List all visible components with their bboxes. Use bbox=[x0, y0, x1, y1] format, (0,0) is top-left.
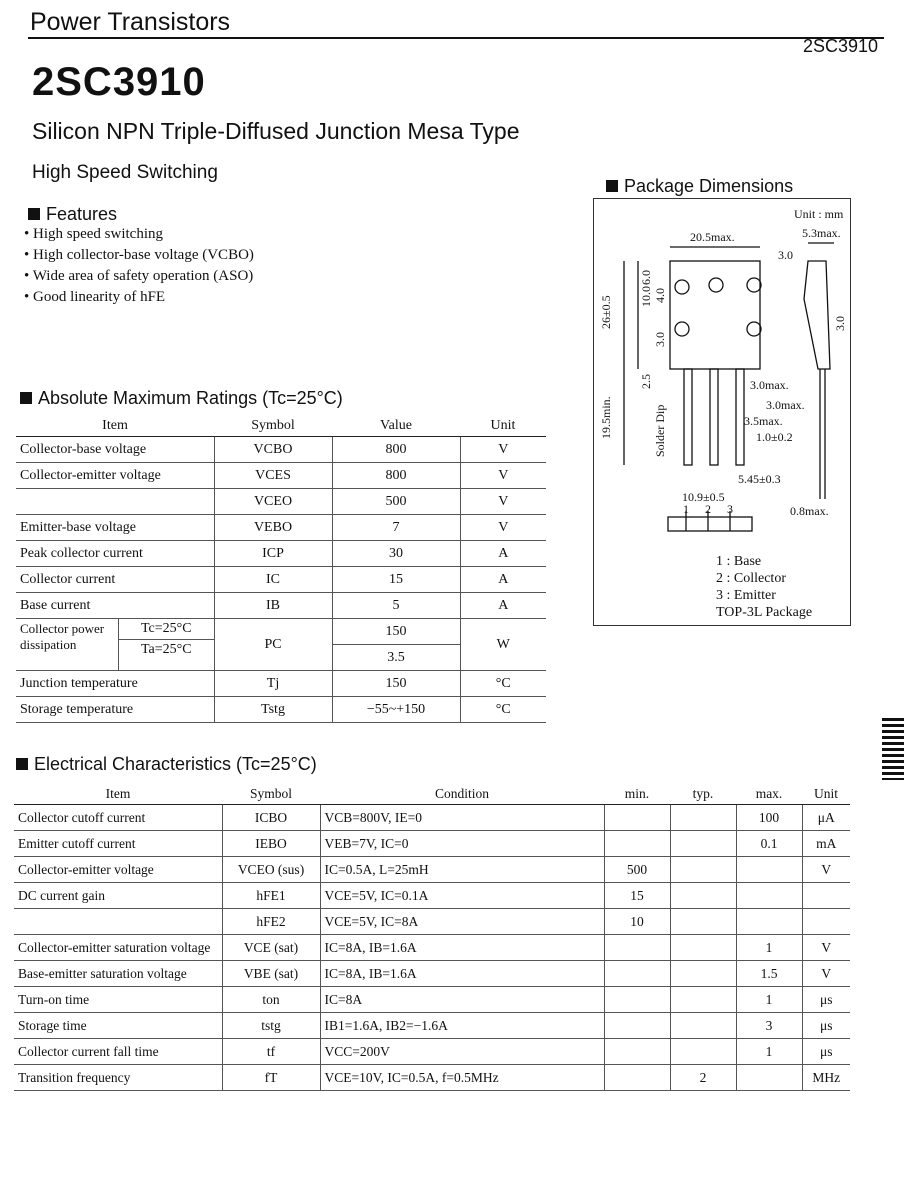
elec-table bbox=[14, 784, 850, 1091]
cell-unit: μs bbox=[802, 987, 850, 1013]
cell-unit: μs bbox=[802, 1039, 850, 1065]
table-row bbox=[14, 1065, 850, 1091]
cell-symbol: ICBO bbox=[222, 805, 320, 831]
table-row bbox=[16, 567, 546, 593]
pin-legend-item: 2 : Collector bbox=[716, 571, 786, 586]
cell-symbol: Tj bbox=[214, 671, 332, 697]
cell-symbol: ton bbox=[222, 987, 320, 1013]
cell-item bbox=[14, 909, 222, 935]
cell-symbol: VBE (sat) bbox=[222, 961, 320, 987]
cell-symbol: hFE1 bbox=[222, 883, 320, 909]
cell-unit bbox=[802, 909, 850, 935]
cell-value: 3.5 bbox=[332, 645, 460, 671]
cell-min: 500 bbox=[604, 857, 670, 883]
cell-condition: VCE=5V, IC=8A bbox=[320, 909, 604, 935]
col-header: Symbol bbox=[222, 784, 320, 805]
cell-item: Collector current bbox=[16, 567, 214, 593]
cell-max: 100 bbox=[736, 805, 802, 831]
cell-min bbox=[604, 1013, 670, 1039]
table-row bbox=[16, 489, 546, 515]
dim-l3b: 3.0max. bbox=[766, 398, 805, 412]
cell-unit: A bbox=[460, 567, 546, 593]
cell-symbol: fT bbox=[222, 1065, 320, 1091]
cell-item: Transition frequency bbox=[14, 1065, 222, 1091]
cell-max bbox=[736, 1065, 802, 1091]
dim-side-thickness: 3.0 bbox=[778, 248, 793, 262]
square-bullet-icon bbox=[606, 180, 618, 192]
col-header: max. bbox=[736, 784, 802, 805]
power-condition: Ta=25°C bbox=[140, 642, 192, 657]
cell-min bbox=[604, 805, 670, 831]
part-number: 2SC3910 bbox=[32, 60, 206, 104]
col-header: min. bbox=[604, 784, 670, 805]
cell-item: Base current bbox=[16, 593, 214, 619]
cell-unit: °C bbox=[460, 671, 546, 697]
cell-condition: VEB=7V, IC=0 bbox=[320, 831, 604, 857]
dim-d25: 2.5 bbox=[639, 374, 653, 389]
cell-value: 5 bbox=[332, 593, 460, 619]
cell-unit: V bbox=[802, 935, 850, 961]
cell-max: 3 bbox=[736, 1013, 802, 1039]
cell-item bbox=[16, 489, 214, 515]
cell-symbol: IB bbox=[214, 593, 332, 619]
cell-value: 150 bbox=[332, 671, 460, 697]
table-row bbox=[14, 883, 850, 909]
cell-unit bbox=[802, 883, 850, 909]
table-row bbox=[14, 987, 850, 1013]
cell-symbol: VCBO bbox=[214, 437, 332, 463]
cell-condition: IC=8A, IB=1.6A bbox=[320, 935, 604, 961]
cell-item: Collector current fall time bbox=[14, 1039, 222, 1065]
cell-symbol: VEBO bbox=[214, 515, 332, 541]
abs-max-table bbox=[16, 416, 546, 723]
cell-value: 150 bbox=[332, 619, 460, 645]
square-bullet-icon bbox=[20, 392, 32, 404]
cell-condition: VCE=10V, IC=0.5A, f=0.5MHz bbox=[320, 1065, 604, 1091]
header-title: Power Transistors bbox=[30, 8, 231, 36]
cell-min: 10 bbox=[604, 909, 670, 935]
table-row bbox=[16, 593, 546, 619]
dim-d6: 6.0 bbox=[639, 270, 653, 285]
cell-symbol: hFE2 bbox=[222, 909, 320, 935]
cell-unit: V bbox=[460, 489, 546, 515]
dim-d3a: 3.0 bbox=[653, 332, 667, 347]
header-rule bbox=[28, 37, 884, 39]
cell-max bbox=[736, 909, 802, 935]
feature-item: • Wide area of safety operation (ASO) bbox=[24, 268, 254, 285]
cell-item: DC current gain bbox=[14, 883, 222, 909]
cell-max: 1.5 bbox=[736, 961, 802, 987]
cell-min bbox=[604, 987, 670, 1013]
feature-item: • High speed switching bbox=[24, 226, 254, 243]
cell-unit: W bbox=[460, 619, 546, 671]
cell-symbol: VCEO bbox=[214, 489, 332, 515]
pin-1-label: 1 bbox=[683, 502, 689, 516]
dim-l1: 1.0±0.2 bbox=[756, 430, 793, 444]
table-row bbox=[14, 909, 850, 935]
cell-typ bbox=[670, 961, 736, 987]
abs-max-heading bbox=[20, 388, 343, 409]
device-subtitle: Silicon NPN Triple-Diffused Junction Mesa Type bbox=[32, 118, 520, 144]
header-part-number: 2SC3910 bbox=[802, 36, 878, 56]
table-row bbox=[16, 541, 546, 567]
cell-condition: IC=0.5A, L=25mH bbox=[320, 857, 604, 883]
table-row bbox=[16, 463, 546, 489]
table-row bbox=[16, 515, 546, 541]
table-row bbox=[14, 1013, 850, 1039]
power-condition: Tc=25°C bbox=[119, 619, 214, 640]
cell-unit: A bbox=[460, 541, 546, 567]
pin-2-label: 2 bbox=[705, 502, 711, 516]
col-header: Unit bbox=[802, 784, 850, 805]
cell-condition: IB1=1.6A, IB2=−1.6A bbox=[320, 1013, 604, 1039]
cell-min bbox=[604, 1039, 670, 1065]
cell-unit: V bbox=[460, 463, 546, 489]
col-header: Item bbox=[16, 416, 214, 437]
cell-condition: VCE=5V, IC=0.1A bbox=[320, 883, 604, 909]
feature-item: • Good linearity of hFE bbox=[24, 289, 254, 306]
cell-value: −55~+150 bbox=[332, 697, 460, 723]
cell-max: 0.1 bbox=[736, 831, 802, 857]
dim-width: 20.5max. bbox=[690, 230, 735, 244]
cell-typ bbox=[670, 1039, 736, 1065]
pin-legend bbox=[716, 553, 812, 621]
cell-unit: V bbox=[460, 437, 546, 463]
cell-item: Collector-emitter saturation voltage bbox=[14, 935, 222, 961]
features-list bbox=[24, 226, 254, 310]
dim-span: 10.9±0.5 bbox=[682, 490, 725, 504]
cell-unit: μA bbox=[802, 805, 850, 831]
elec-heading bbox=[16, 754, 317, 775]
cell-unit: μs bbox=[802, 1013, 850, 1039]
cell-unit: mA bbox=[802, 831, 850, 857]
dim-side-width: 5.3max. bbox=[802, 226, 841, 240]
abs-max-title: Absolute Maximum Ratings (Tc=25°C) bbox=[38, 388, 343, 408]
cell-typ bbox=[670, 987, 736, 1013]
cell-unit: MHz bbox=[802, 1065, 850, 1091]
dim-lead: 19.5min. bbox=[599, 396, 613, 439]
cell-unit: °C bbox=[460, 697, 546, 723]
cell-item: Emitter-base voltage bbox=[16, 515, 214, 541]
cell-min bbox=[604, 831, 670, 857]
col-header: Value bbox=[332, 416, 460, 437]
cell-item: Collector-base voltage bbox=[16, 437, 214, 463]
power-conditions bbox=[118, 619, 214, 670]
table-row bbox=[14, 805, 850, 831]
features-title: Features bbox=[46, 204, 118, 224]
cell-symbol: Tstg bbox=[214, 697, 332, 723]
cell-item: Emitter cutoff current bbox=[14, 831, 222, 857]
cell-item: Base-emitter saturation voltage bbox=[14, 961, 222, 987]
table-row bbox=[16, 437, 546, 463]
cell-max bbox=[736, 883, 802, 909]
cell-condition: VCC=200V bbox=[320, 1039, 604, 1065]
cell-value: 30 bbox=[332, 541, 460, 567]
cell-min bbox=[604, 1065, 670, 1091]
elec-title: Electrical Characteristics (Tc=25°C) bbox=[34, 754, 317, 774]
dim-height: 26±0.5 bbox=[599, 295, 613, 329]
cell-value: 800 bbox=[332, 463, 460, 489]
dim-pitch: 5.45±0.3 bbox=[738, 472, 781, 486]
cell-symbol: IC bbox=[214, 567, 332, 593]
cell-symbol: VCEO (sus) bbox=[222, 857, 320, 883]
table-row bbox=[16, 697, 546, 723]
cell-item: Storage time bbox=[14, 1013, 222, 1039]
cell-typ bbox=[670, 857, 736, 883]
cell-symbol: ICP bbox=[214, 541, 332, 567]
cell-symbol: IEBO bbox=[222, 831, 320, 857]
pin-3-label: 3 bbox=[727, 502, 733, 516]
dim-thickness: 0.8max. bbox=[790, 504, 829, 518]
cell-item: Peak collector current bbox=[16, 541, 214, 567]
cell-typ bbox=[670, 883, 736, 909]
cell-max: 1 bbox=[736, 935, 802, 961]
package-heading bbox=[606, 176, 793, 197]
cell-item: Junction temperature bbox=[16, 671, 214, 697]
cell-condition: IC=8A, IB=1.6A bbox=[320, 961, 604, 987]
cell-value: 500 bbox=[332, 489, 460, 515]
cell-symbol: tstg bbox=[222, 1013, 320, 1039]
table-row bbox=[14, 961, 850, 987]
square-bullet-icon bbox=[28, 208, 40, 220]
dim-l3a: 3.0max. bbox=[750, 378, 789, 392]
cell-typ bbox=[670, 935, 736, 961]
col-header: Unit bbox=[460, 416, 546, 437]
cell-item: Collector-emitter voltage bbox=[14, 857, 222, 883]
dim-d4: 4.0 bbox=[653, 288, 667, 303]
cell-symbol: VCES bbox=[214, 463, 332, 489]
cell-min bbox=[604, 935, 670, 961]
cell-typ: 2 bbox=[670, 1065, 736, 1091]
cell-symbol: PC bbox=[214, 619, 332, 671]
cell-min: 15 bbox=[604, 883, 670, 909]
table-header-row bbox=[16, 416, 546, 437]
cell-condition: IC=8A bbox=[320, 987, 604, 1013]
package-name: TOP-3L Package bbox=[716, 605, 813, 620]
table-row bbox=[16, 619, 546, 645]
table-row bbox=[14, 935, 850, 961]
cell-condition: VCB=800V, IE=0 bbox=[320, 805, 604, 831]
dim-side3: 3.0 bbox=[833, 316, 847, 331]
cell-unit: A bbox=[460, 593, 546, 619]
cell-symbol: tf bbox=[222, 1039, 320, 1065]
cell-value: 15 bbox=[332, 567, 460, 593]
table-row bbox=[14, 1039, 850, 1065]
cell-max: 1 bbox=[736, 987, 802, 1013]
table-row bbox=[14, 857, 850, 883]
power-item-label: Collector power dissipation bbox=[20, 621, 105, 652]
cell-value: 7 bbox=[332, 515, 460, 541]
dim-solder: Solder Dip bbox=[653, 404, 667, 457]
col-header: Condition bbox=[320, 784, 604, 805]
cell-max: 1 bbox=[736, 1039, 802, 1065]
pin-legend-item: 1 : Base bbox=[716, 554, 762, 569]
cell-typ bbox=[670, 1013, 736, 1039]
table-row bbox=[14, 831, 850, 857]
cell-item: Collector-emitter voltage bbox=[16, 463, 214, 489]
cell-typ bbox=[670, 909, 736, 935]
cell-typ bbox=[670, 805, 736, 831]
cell-symbol: VCE (sat) bbox=[222, 935, 320, 961]
cell-item: Storage temperature bbox=[16, 697, 214, 723]
col-header: Item bbox=[14, 784, 222, 805]
dim-l35: 3.5max. bbox=[744, 414, 783, 428]
col-header: Symbol bbox=[214, 416, 332, 437]
table-header-row bbox=[14, 784, 850, 805]
pin-legend-item: 3 : Emitter bbox=[716, 588, 776, 603]
cell-unit: V bbox=[460, 515, 546, 541]
cell-unit: V bbox=[802, 857, 850, 883]
features-heading bbox=[28, 204, 117, 225]
dim-d10: 10.0 bbox=[639, 286, 653, 307]
cell-min bbox=[604, 961, 670, 987]
cell-value: 800 bbox=[332, 437, 460, 463]
square-bullet-icon bbox=[16, 758, 28, 770]
cell-item: Collector cutoff current bbox=[14, 805, 222, 831]
cell-typ bbox=[670, 831, 736, 857]
application: High Speed Switching bbox=[32, 162, 218, 183]
col-header: typ. bbox=[670, 784, 736, 805]
cell-unit: V bbox=[802, 961, 850, 987]
cell-max bbox=[736, 857, 802, 883]
page-edge-tab-marks bbox=[882, 718, 904, 780]
elec-table-body bbox=[14, 805, 850, 1091]
cell-item: Turn-on time bbox=[14, 987, 222, 1013]
package-title: Package Dimensions bbox=[624, 176, 794, 196]
feature-item: • High collector-base voltage (VCBO) bbox=[24, 247, 254, 264]
package-drawing-frame bbox=[593, 198, 851, 626]
package-unit: Unit : mm bbox=[794, 207, 844, 221]
cell-item bbox=[16, 619, 214, 671]
table-row bbox=[16, 671, 546, 697]
